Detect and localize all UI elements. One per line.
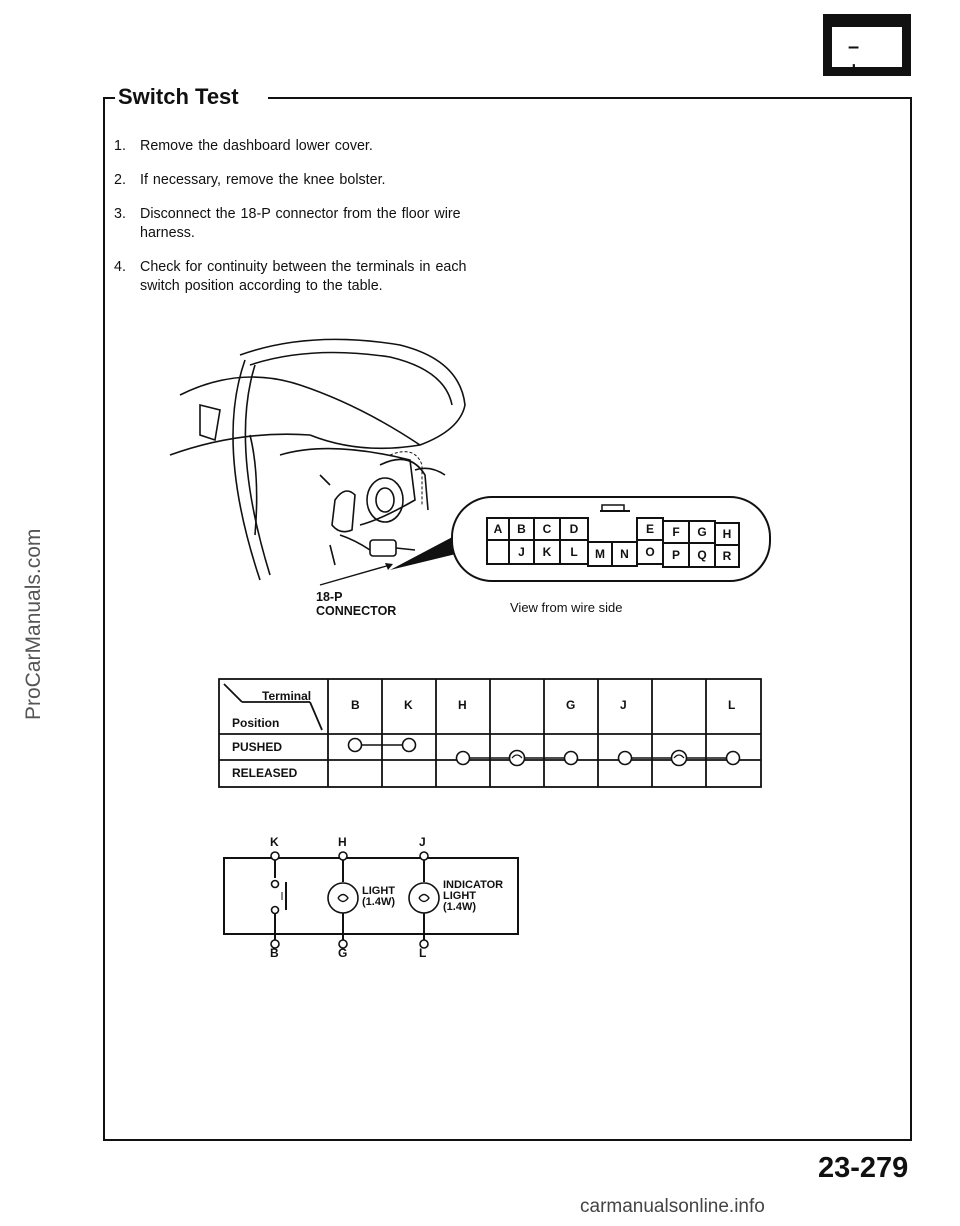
circuit-terminal-label: K — [270, 835, 279, 849]
connector-pin-r: R — [714, 544, 740, 568]
circuit-terminal-label: J — [419, 835, 426, 849]
section-title: Switch Test — [118, 84, 239, 109]
connector-caption: 18-P CONNECTOR — [316, 590, 397, 618]
connector-pin-e: E — [636, 517, 664, 541]
indicator-light-label: INDICATOR LIGHT (1.4W) — [443, 879, 504, 913]
connector-pin-q: Q — [688, 542, 716, 568]
connector-pin-k: K — [533, 539, 561, 565]
connector-pin-l: L — [559, 539, 589, 565]
battery-signs: – + — [848, 36, 878, 81]
circuit-terminal-label: B — [270, 946, 279, 960]
watermark-bottom: carmanualsonline.info — [580, 1196, 765, 1217]
page-number: 23-279 — [818, 1152, 909, 1184]
connector-pin-h: H — [714, 522, 740, 546]
light-label: LIGHT (1.4W) — [362, 885, 395, 908]
connector-pin-blank — [486, 539, 510, 565]
view-caption: View from wire side — [510, 600, 623, 615]
connector-pin-n: N — [611, 541, 638, 567]
table-column-header: H — [458, 698, 467, 712]
table-header-position: Position — [232, 716, 280, 730]
table-row-label: RELEASED — [232, 766, 298, 780]
connector-pin-p: P — [662, 542, 690, 568]
battery-icon — [823, 14, 911, 81]
connector-pin-b: B — [508, 517, 535, 541]
watermark-side: ProCarManuals.com — [22, 528, 45, 720]
connector-pin-c: C — [533, 517, 561, 541]
procedure-steps — [114, 137, 494, 311]
connector-pin-d: D — [559, 517, 589, 541]
step-item: 2. If necessary, remove the knee bolster. — [114, 172, 386, 188]
connector-pin-o: O — [636, 539, 664, 565]
connector-pin-m: M — [587, 541, 613, 567]
connector-pin-j: J — [508, 539, 535, 565]
step-item: 1. Remove the dashboard lower cover. — [114, 138, 373, 154]
circuit-terminal-label: L — [419, 946, 427, 960]
table-column-header: G — [566, 698, 576, 712]
table-column-header: K — [404, 698, 413, 712]
table-column-header: B — [351, 698, 360, 712]
table-column-header: L — [728, 698, 736, 712]
connector-pin-a: A — [486, 517, 510, 541]
connector-pin-f: F — [662, 520, 690, 544]
table-header-terminal: Terminal — [262, 689, 312, 703]
table-column-header: J — [620, 698, 627, 712]
step-item: 4. Check for continuity between the terminals in each switch position according to the table. — [114, 259, 467, 294]
table-row-label: PUSHED — [232, 740, 283, 754]
circuit-terminal-label: G — [338, 946, 348, 960]
connector-pin-g: G — [688, 520, 716, 544]
circuit-terminal-label: H — [338, 835, 347, 849]
step-item: 3. Disconnect the 18-P connector from the floor wire harness. — [114, 206, 461, 241]
